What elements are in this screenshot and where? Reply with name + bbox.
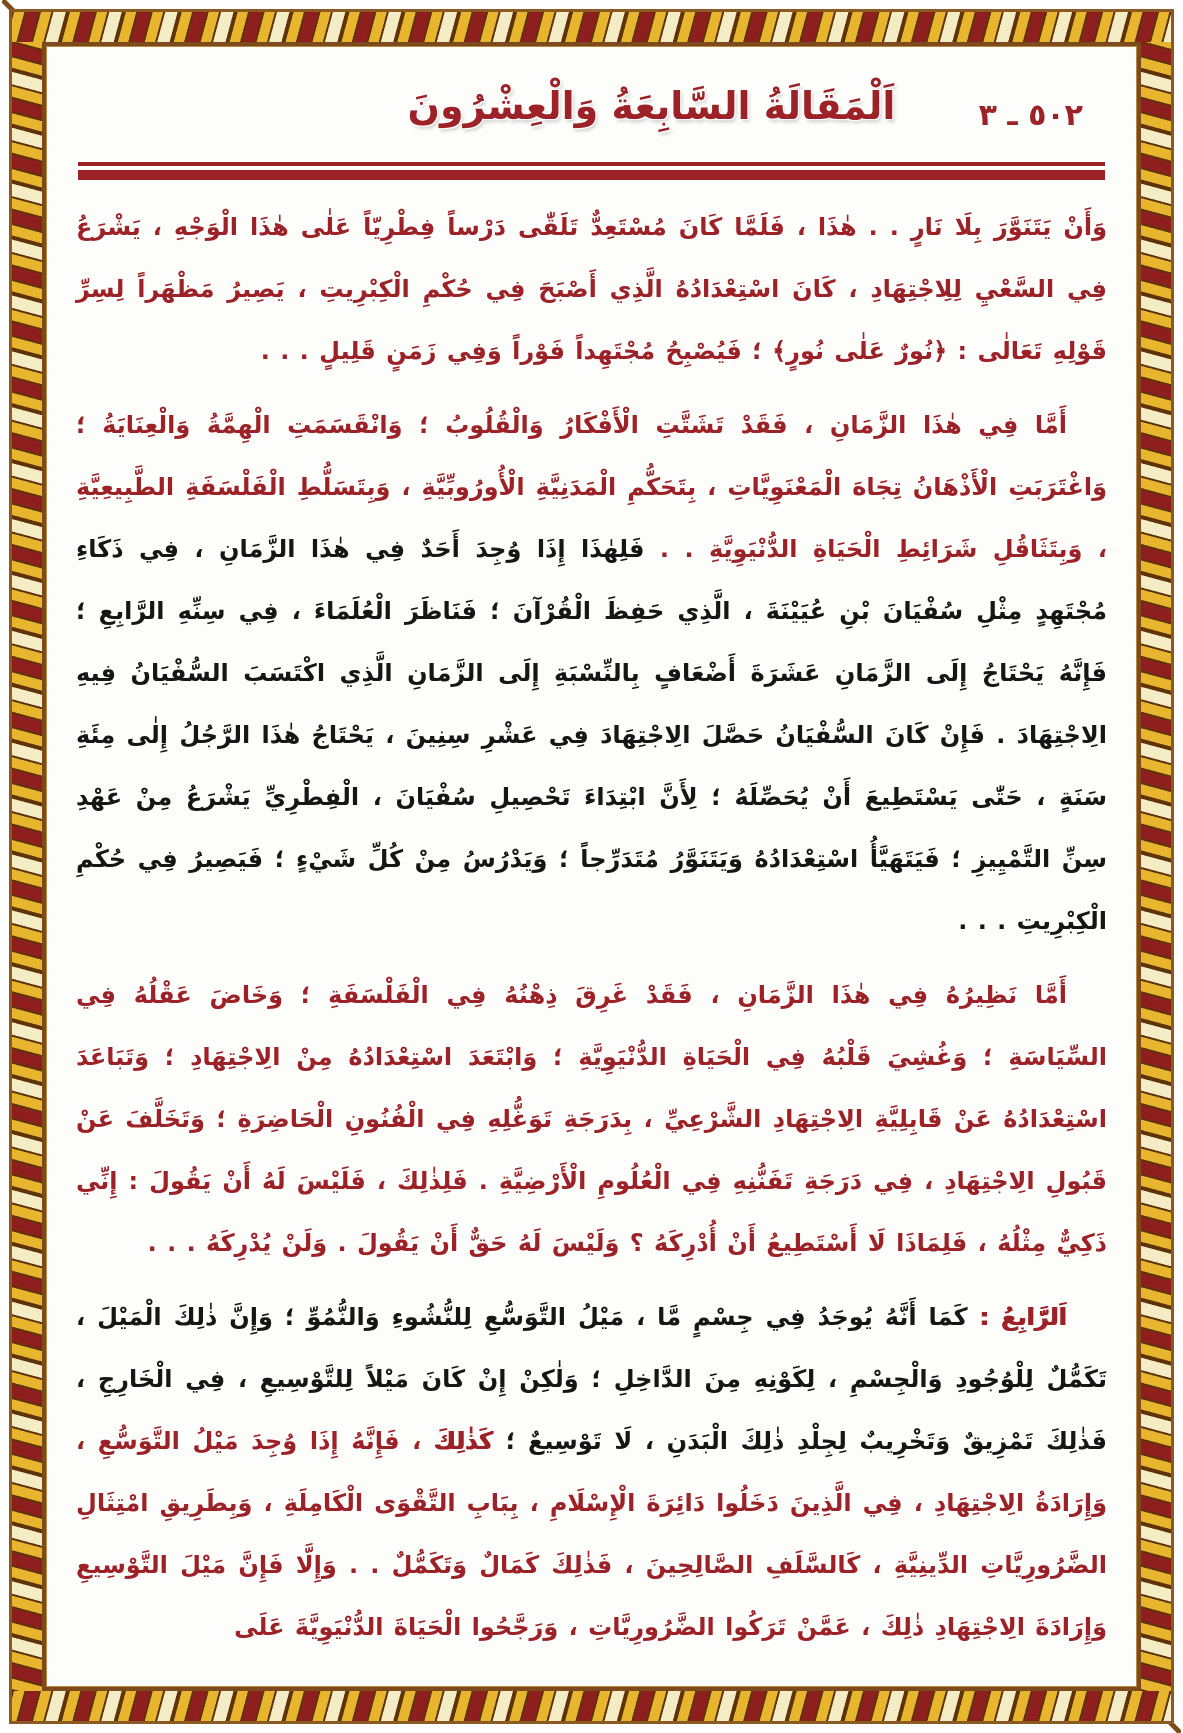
border-chain-top (12, 12, 1171, 42)
chapter-title: اَلْمَقَالَةُ السَّابِعَةُ وَالْعِشْرُونَ (407, 84, 896, 128)
body-text (76, 196, 1107, 1658)
text-segment-red: أَمَّا فِي هٰذَا الزَّمَانِ ، فَقَدْ تَشَتَّتِ الْأَفْكَارُ وَالْقُلُوبُ ؛ وَانْقَسَمَتِ الْهِمَّةُ وَالْعِنَايَةُ ؛ وَاغْتَرَبَتِ الْأَذْهَانُ تِجَاهَ الْمَعْنَوِيَّاتِ ، بِتَحَكُّمِ الْمَدَنِيَّةِ الْأُورُوبِّيَّةِ ، وَبِتَسَلُّطِ الْفَلْسَفَةِ الطَّبِيعِيَّةِ ، وَبِتَثَاقُلِ شَرَائِطِ الْحَيَاةِ الدُّنْيَوِيَّةِ . . (76, 411, 1108, 563)
text-segment-red: ، فَإِنَّهُ إِذَا وُجِدَ مَيْلُ التَّوَسُّعِ ، وَإِرَادَةُ الِاجْتِهَادِ ، فِي الَّذِينَ دَخَلُوا دَائِرَةَ الْإِسْلَامِ ، بِبَابِ التَّقْوَى الْكَامِلَةِ ، وَبِطَرِيقِ امْتِثَالِ الضَّرُورِيَّاتِ الدِّينِيَّةِ ، كَالسَّلَفِ الصَّالِحِينَ ، فَذٰلِكَ كَمَالٌ وَتَكَمُّلٌ . . وَإِلَّا فَإِنَّ مَيْلَ التَّوْسِيعِ وَإِرَادَةَ الِاجْتِهَادِ ذٰلِكَ ، عَمَّنْ تَرَكُوا الضَّرُورِيَّاتِ ، وَرَجَّحُوا الْحَيَاةَ الدُّنْيَوِيَّةَ عَلَى (76, 1427, 1107, 1641)
paragraph-3 (76, 964, 1107, 1274)
decorative-border-frame (9, 9, 1174, 1724)
header-rule (76, 162, 1107, 180)
paragraph-2 (76, 394, 1107, 952)
border-chain-left (12, 42, 42, 1691)
text-segment-black: فَلِهٰذَا إِذَا وُجِدَ أَحَدٌ فِي هٰذَا الزَّمَانِ ، فِي ذَكَاءِ مُجْتَهِدٍ مِثْلِ سُفْيَانَ بْنِ عُيَيْنَةَ ، الَّذِي حَفِظَ الْقُرْآنَ ؛ فَنَاظَرَ الْعُلَمَاءَ ، فِي سِنِّهِ الرَّابِعِ ؛ فَإِنَّهُ يَحْتَاجُ إِلَى الزَّمَانِ عَشَرَةَ أَضْعَافٍ بِالنِّسْبَةِ إِلَى الزَّمَانِ الَّذِي اكْتَسَبَ السُّفْيَانُ فِيهِ الِاجْتِهَادَ . فَإِنْ كَانَ السُّفْيَانُ حَصَّلَ الِاجْتِهَادَ فِي عَشْرِ سِنِينَ ، يَحْتَاجُ هٰذَا الرَّجُلُ إِلٰى مِئَةِ سَنَةٍ ، حَتّٰى يَسْتَطِيعَ أَنْ يُحَصِّلَهُ ؛ لِأَنَّ ابْتِدَاءَ تَحْصِيلِ سُفْيَانَ ، الْفِطْرِيِّ يَشْرَعُ مِنْ عَهْدِ سِنِّ التَّمْيِيزِ ؛ فَيَتَهَيَّأُ اسْتِعْدَادُهُ وَيَتَنَوَّرُ مُتَدَرِّجاً ؛ وَيَدْرُسُ مِنْ كُلِّ شَيْءٍ ؛ فَيَصِيرُ فِي حُكْمِ الْكِبْرِيتِ . . . (76, 535, 1107, 935)
page-header (76, 60, 1107, 162)
paragraph-4 (76, 1286, 1107, 1658)
text-segment-red: أَمَّا نَظِيرُهُ فِي هٰذَا الزَّمَانِ ، فَقَدْ غَرِقَ ذِهْنُهُ فِي الْفَلْسَفَةِ ؛ وَخَاضَ عَقْلُهُ فِي السِّيَاسَةِ ؛ وَغُشِيَ قَلْبُهُ فِي الْحَيَاةِ الدُّنْيَوِيَّةِ ؛ وَابْتَعَدَ اسْتِعْدَادُهُ مِنْ الِاجْتِهَادِ ؛ وَتَبَاعَدَ اسْتِعْدَادُهُ عَنْ قَابِلِيَّةِ الِاجْتِهَادِ الشَّرْعِيِّ ، بِدَرَجَةِ تَوَغُّلِهِ فِي الْفُنُونِ الْحَاضِرَةِ ؛ وَتَخَلَّفَ عَنْ قَبُولِ الِاجْتِهَادِ ، فِي دَرَجَةِ تَفَنُّنِهِ فِي الْعُلُومِ الْأَرْضِيَّةِ . فَلِذٰلِكَ ، فَلَيْسَ لَهُ أَنْ يَقُولَ : إِنِّي ذَكِيٌّ مِثْلُهُ ، فَلِمَاذَا لَا أَسْتَطِيعُ أَنْ أُدْرِكَهُ ؟ وَلَيْسَ لَهُ حَقٌّ أَنْ يَقُولَ . وَلَنْ يُدْرِكَهُ . . . (76, 981, 1107, 1257)
border-chain-bottom (12, 1691, 1171, 1721)
page-number: ٥٠٢ ـ ٣ (978, 98, 1083, 133)
text-segment-red: وَأَنْ يَتَنَوَّرَ بِلَا نَارٍ . . هٰذَا ، فَلَمَّا كَانَ مُسْتَعِدٌّ تَلَقّٰى دَرْساً فِطْرِيّاً عَلٰى هٰذَا الْوَجْهِ ، يَشْرَعُ فِي السَّعْيِ لِلِاجْتِهَادِ ، كَانَ اسْتِعْدَادُهُ الَّذِي أَصْبَحَ فِي حُكْمِ الْكِبْرِيتِ ، يَصِيرُ مَظْهَراً لِسِرِّ قَوْلِهِ تَعَالٰى : ﴿نُورٌ عَلٰى نُورٍ﴾ ؛ فَيُصْبِحُ مُجْتَهِداً فَوْراً وَفِي زَمَنٍ قَلِيلٍ . . . (76, 213, 1107, 365)
text-segment-heading-red: اَلرَّابِعُ : (967, 1303, 1067, 1331)
header-rule-thick-line (78, 170, 1105, 180)
page-content-area (42, 42, 1141, 1691)
header-rule-thin-line (78, 162, 1105, 166)
paragraph-1 (76, 196, 1107, 382)
border-chain-right (1141, 42, 1171, 1691)
text-segment-black: كَمَا أَنَّهُ يُوجَدُ فِي جِسْمٍ مَّا ، مَيْلُ التَّوَسُّعِ لِلنُّشُوءِ وَالنُّمُوِّ ؛ وَإِنَّ ذٰلِكَ الْمَيْلَ ، تَكَمُّلٌ لِلْوُجُودِ وَالْجِسْمِ ، لِكَوْنِهِ مِنَ الدَّاخِلِ ؛ وَلٰكِنْ إِنْ كَانَ مَيْلاً لِلتَّوْسِيعِ ، فِي الْخَارِجِ ، فَذٰلِكَ تَمْزِيقٌ وَتَخْرِيبٌ لِجِلْدِ ذٰلِكَ الْبَدَنِ ، لَا تَوْسِيعٌ ؛ (76, 1303, 1107, 1455)
text-segment-emphasis-red: كَذٰلِكَ (433, 1427, 494, 1455)
